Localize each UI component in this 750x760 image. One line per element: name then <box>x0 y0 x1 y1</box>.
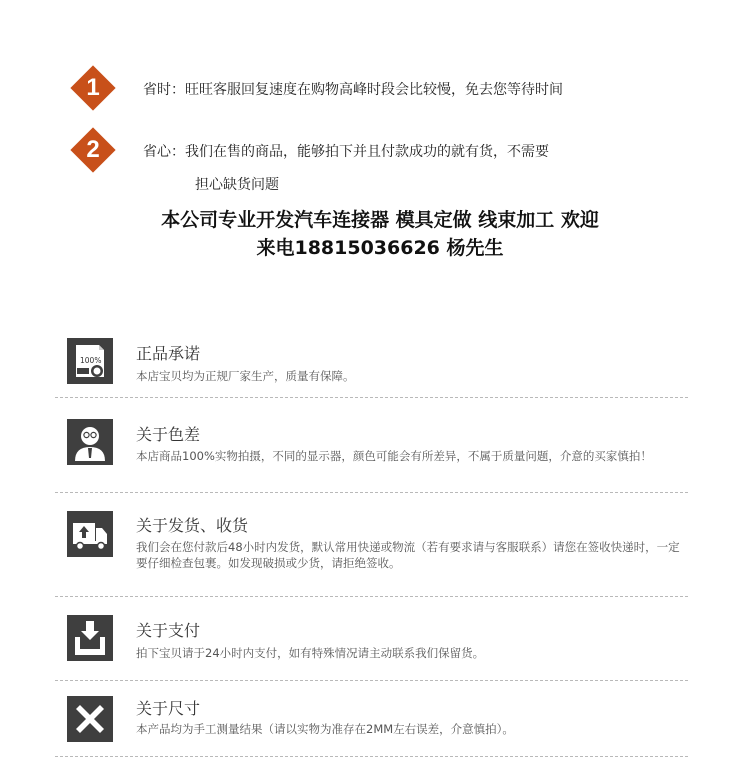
policy-title-color: 关于色差 <box>136 425 201 444</box>
policy-title-size: 关于尺寸 <box>136 699 201 718</box>
policy-row-genuine <box>55 338 688 396</box>
payment-download-icon <box>67 615 113 661</box>
policy-title-payment: 关于支付 <box>136 621 201 640</box>
policy-row-shipping <box>55 510 688 580</box>
delivery-truck-icon <box>67 511 113 557</box>
certificate-icon <box>67 338 113 384</box>
tip-2 <box>0 128 750 194</box>
row-divider <box>55 596 688 597</box>
row-divider <box>55 680 688 681</box>
cross-icon <box>67 696 113 742</box>
row-divider <box>55 756 688 757</box>
policy-row-size <box>55 694 688 754</box>
policy-desc-size: 本产品均为手工测量结果（请以实物为准存在2MM左右误差，介意慎拍）。 <box>136 722 514 736</box>
policy-title-genuine: 正品承诺 <box>136 344 201 363</box>
policy-row-payment <box>55 614 688 674</box>
policy-desc-shipping: 我们会在您付款后48小时内发货，默认常用快递或物流（若有要求请与客服联系）请您在签收快递时，一定要仔细检查包裹。如发现破损或少货，请拒绝签收。 <box>136 540 680 570</box>
policy-row-color <box>55 419 688 479</box>
policy-desc-payment: 拍下宝贝请于24小时内支付，如有特殊情况请主动联系我们保留货。 <box>136 646 485 660</box>
row-divider <box>55 397 688 398</box>
promo-line-1: 本公司专业开发汽车连接器 模具定做 线束加工 欢迎 <box>161 209 599 231</box>
person-icon <box>67 419 113 465</box>
row-divider <box>55 492 688 493</box>
policy-desc-color: 本店商品100%实物拍摄，不同的显示器，颜色可能会有所差异，不属于质量问题，介意的买家慎拍！ <box>136 449 652 463</box>
tip-1-text: 省时：旺旺客服回复速度在购物高峰时段会比较慢，免去您等待时间 <box>143 82 563 98</box>
promo-line-2: 来电18815036626 杨先生 <box>256 237 504 259</box>
policy-desc-genuine: 本店宝贝均为正规厂家生产，质量有保障。 <box>136 369 355 383</box>
number-badge-1-label: 1 <box>86 74 100 101</box>
policy-title-shipping: 关于发货、收货 <box>136 516 249 535</box>
tip-2-text-continued: 担心缺货问题 <box>195 177 279 193</box>
certificate-icon-text: 100% <box>80 356 102 365</box>
tip-2-text: 省心：我们在售的商品，能够拍下并且付款成功的就有货，不需要 <box>143 144 549 160</box>
tip-1 <box>0 66 750 110</box>
number-badge-2-label: 2 <box>86 136 100 163</box>
